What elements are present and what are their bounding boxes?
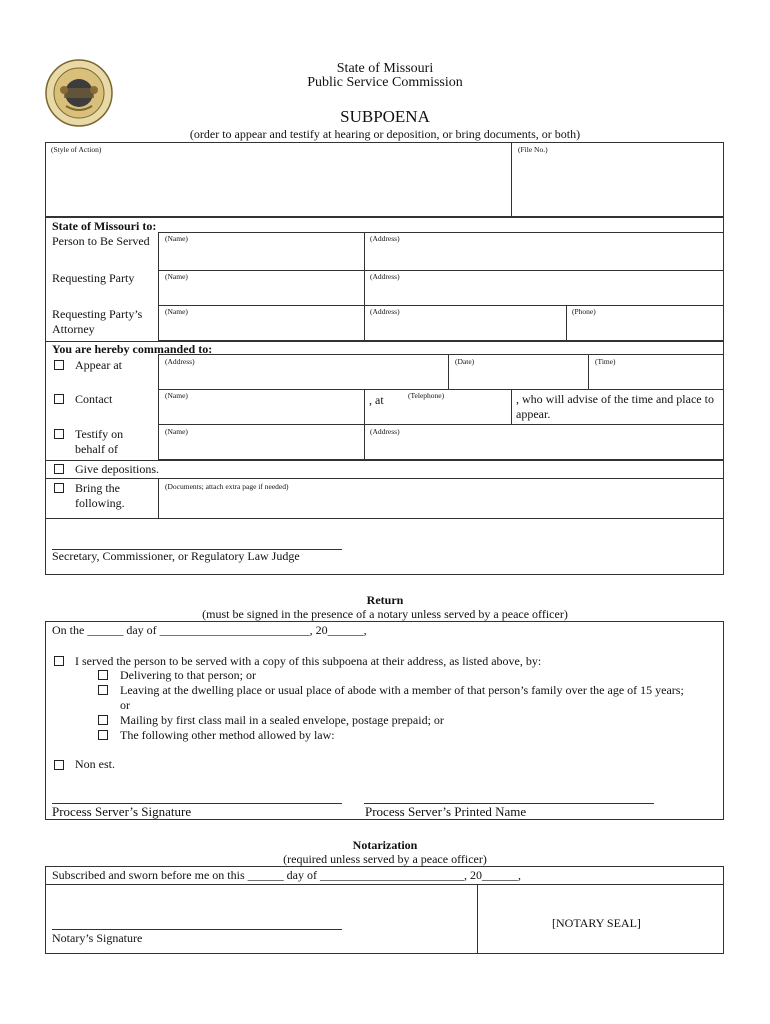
document-subtitle: (order to appear and testify at hearing or deposition, or bring documents, or both) bbox=[189, 127, 581, 141]
contact-checkbox[interactable] bbox=[54, 394, 64, 404]
mailing-checkbox[interactable] bbox=[98, 715, 108, 725]
notarization-heading: Notarization bbox=[352, 838, 418, 852]
served-intro: I served the person to be served with a copy of this subpoena at their address, as listed above, by: bbox=[75, 654, 542, 668]
testify-checkbox[interactable] bbox=[54, 429, 64, 439]
appear-checkbox[interactable] bbox=[54, 360, 64, 370]
testify-address-label: (Address) bbox=[370, 427, 400, 436]
contact-label: Contact bbox=[75, 392, 113, 406]
style-of-action-label: (Style of Action) bbox=[51, 145, 102, 154]
testify-label: Testify on behalf of bbox=[75, 427, 124, 456]
attorney-label: Requesting Party’s Attorney bbox=[52, 307, 143, 336]
server-name-label: Process Server’s Printed Name bbox=[365, 804, 527, 819]
judge-signature-label: Secretary, Commissioner, or Regulatory Law Judge bbox=[52, 549, 300, 563]
requesting-party-row bbox=[158, 270, 724, 306]
depositions-label: Give depositions. bbox=[75, 462, 159, 476]
notary-seal-label: [NOTARY SEAL] bbox=[552, 916, 641, 930]
appear-row bbox=[158, 354, 724, 390]
document-title: SUBPOENA bbox=[340, 107, 430, 126]
commanded-heading: You are hereby commanded to: bbox=[52, 342, 213, 356]
contact-at-text: , at bbox=[369, 393, 384, 407]
mailing-option: Mailing by first class mail in a sealed envelope, postage prepaid; or bbox=[120, 713, 444, 727]
appear-label: Appear at bbox=[75, 358, 122, 372]
return-subtitle: (must be signed in the presence of a notary unless served by a peace officer) bbox=[202, 607, 568, 621]
subscribed-line: Subscribed and sworn before me on this ______ day of ________________________, 20______, bbox=[52, 868, 521, 882]
appear-address-label: (Address) bbox=[165, 357, 195, 366]
header-state: State of Missouri bbox=[336, 61, 434, 76]
appear-time-label: (Time) bbox=[595, 357, 616, 366]
testify-row bbox=[158, 424, 724, 460]
notarization-subtitle: (required unless served by a peace officer) bbox=[283, 852, 487, 866]
leaving-checkbox[interactable] bbox=[98, 685, 108, 695]
or-text: or bbox=[120, 698, 130, 712]
leaving-option: Leaving at the dwelling place or usual place of abode with a member of that person’s family over the age of 15 years; bbox=[120, 683, 684, 697]
attorney-row bbox=[158, 305, 724, 341]
contact-advise-text: , who will advise of the time and place to appear. bbox=[516, 392, 714, 421]
delivering-option: Delivering to that person; or bbox=[120, 668, 256, 682]
return-heading: Return bbox=[366, 593, 404, 607]
bring-label: Bring the following. bbox=[75, 481, 125, 510]
appear-date-label: (Date) bbox=[455, 357, 475, 366]
attorney-name-label: (Name) bbox=[165, 307, 188, 316]
person-served-name-label: (Name) bbox=[165, 234, 188, 243]
served-checkbox[interactable] bbox=[54, 656, 64, 666]
delivering-checkbox[interactable] bbox=[98, 670, 108, 680]
header-agency: Public Service Commission bbox=[307, 75, 463, 90]
contact-telephone-label: (Telephone) bbox=[408, 391, 445, 400]
file-no-label: (File No.) bbox=[518, 145, 548, 154]
other-method-option: The following other method allowed by law: bbox=[120, 728, 335, 742]
attorney-phone-label: (Phone) bbox=[572, 307, 596, 316]
bring-checkbox[interactable] bbox=[54, 483, 64, 493]
person-served-address-label: (Address) bbox=[370, 234, 400, 243]
style-of-action-box bbox=[45, 142, 724, 217]
testify-name-label: (Name) bbox=[165, 427, 188, 436]
server-signature-label: Process Server’s Signature bbox=[52, 804, 192, 819]
return-date-line: On the ______ day of _________________________, 20______, bbox=[52, 623, 367, 637]
non-est-label: Non est. bbox=[75, 757, 115, 771]
notary-signature-label: Notary’s Signature bbox=[52, 931, 143, 945]
depositions-checkbox[interactable] bbox=[54, 464, 64, 474]
requesting-party-name-label: (Name) bbox=[165, 272, 188, 281]
other-method-checkbox[interactable] bbox=[98, 730, 108, 740]
state-to-heading: State of Missouri to: bbox=[52, 219, 157, 233]
person-served-row bbox=[158, 232, 724, 271]
requesting-party-label: Requesting Party bbox=[52, 271, 135, 285]
person-served-label: Person to Be Served bbox=[52, 234, 150, 248]
non-est-checkbox[interactable] bbox=[54, 760, 64, 770]
notary-signature-line[interactable] bbox=[52, 929, 342, 930]
attorney-address-label: (Address) bbox=[370, 307, 400, 316]
bring-documents-label: (Documents; attach extra page if needed) bbox=[165, 482, 289, 491]
contact-name-label: (Name) bbox=[165, 391, 188, 400]
requesting-party-address-label: (Address) bbox=[370, 272, 400, 281]
